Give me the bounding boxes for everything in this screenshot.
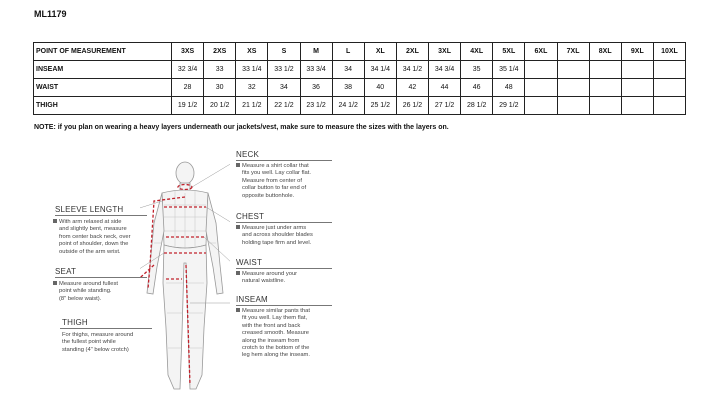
waist-heading: WAIST xyxy=(236,258,263,267)
table-cell: 24 1/2 xyxy=(332,97,364,115)
table-cell: 21 1/2 xyxy=(236,97,268,115)
table-cell: 38 xyxy=(332,79,364,97)
table-cell xyxy=(621,61,653,79)
size-header: 6XL xyxy=(525,43,557,61)
table-cell xyxy=(621,79,653,97)
instruction-line: For thighs, measure around xyxy=(62,332,134,338)
table-cell: 26 1/2 xyxy=(396,97,428,115)
table-cell: 44 xyxy=(429,79,461,97)
size-header: L xyxy=(332,43,364,61)
instruction-line: leg hem along the inseam. xyxy=(242,352,310,359)
instruction-line: crotch to the bottom of the xyxy=(242,345,310,352)
table-cell xyxy=(557,97,589,115)
size-header-row xyxy=(34,43,686,61)
table-cell: 34 1/4 xyxy=(364,61,396,79)
thigh-instructions xyxy=(62,332,133,354)
table-cell: 22 1/2 xyxy=(268,97,300,115)
size-header: 5XL xyxy=(493,43,525,61)
instruction-line: natural waistline. xyxy=(242,278,286,285)
table-cell: 33 1/2 xyxy=(268,61,300,79)
instruction-line: Measure from center of xyxy=(242,177,302,184)
sleeve-instructions xyxy=(53,219,131,256)
table-cell xyxy=(621,97,653,115)
bullet-icon xyxy=(236,163,240,167)
bullet-icon xyxy=(236,225,240,229)
table-cell xyxy=(525,61,557,79)
table-cell: 33 3/4 xyxy=(300,61,332,79)
table-cell: 32 3/4 xyxy=(172,61,204,79)
table-cell xyxy=(525,79,557,97)
table-cell xyxy=(557,79,589,97)
waist-underline xyxy=(236,268,332,269)
table-cell: 36 xyxy=(300,79,332,97)
table-cell: 27 1/2 xyxy=(429,97,461,115)
chest-underline xyxy=(236,222,332,223)
row-label: INSEAM xyxy=(34,61,172,79)
bullet-icon xyxy=(236,308,240,312)
instruction-line: point while standing. xyxy=(59,288,112,295)
table-row-inseam xyxy=(34,61,686,79)
inseam-underline xyxy=(236,305,332,306)
instruction-line: fit you well. Lay them flat, xyxy=(242,315,308,322)
waist-instructions xyxy=(236,271,297,286)
size-header: XS xyxy=(236,43,268,61)
table-cell: 48 xyxy=(493,79,525,97)
instruction-line: Measure similar pants that xyxy=(242,308,310,314)
size-header: 7XL xyxy=(557,43,589,61)
instruction-line: along the inseam from xyxy=(242,337,300,344)
table-cell: 23 1/2 xyxy=(300,97,332,115)
bullet-icon xyxy=(53,281,57,285)
header-label: POINT OF MEASUREMENT xyxy=(34,43,172,61)
size-header: XL xyxy=(364,43,396,61)
size-header: 9XL xyxy=(621,43,653,61)
instruction-line: Measure just under arms xyxy=(242,225,307,231)
body-figure-illustration xyxy=(140,153,230,403)
row-label: THIGH xyxy=(34,97,172,115)
size-header: M xyxy=(300,43,332,61)
size-header: 10XL xyxy=(653,43,685,61)
table-cell: 28 xyxy=(172,79,204,97)
seat-underline xyxy=(55,277,147,278)
table-cell: 46 xyxy=(461,79,493,97)
table-cell: 28 1/2 xyxy=(461,97,493,115)
size-header: S xyxy=(268,43,300,61)
table-cell: 34 3/4 xyxy=(429,61,461,79)
table-cell xyxy=(525,97,557,115)
table-cell xyxy=(653,79,685,97)
instruction-line: With arm relaxed at side xyxy=(59,219,122,225)
table-cell: 20 1/2 xyxy=(204,97,236,115)
bullet-icon xyxy=(53,219,57,223)
table-cell: 19 1/2 xyxy=(172,97,204,115)
table-cell: 30 xyxy=(204,79,236,97)
table-cell: 34 xyxy=(268,79,300,97)
instruction-line: Measure around your xyxy=(242,271,298,277)
chest-heading: CHEST xyxy=(236,212,265,221)
table-cell: 34 xyxy=(332,61,364,79)
instruction-line: opposite buttonhole. xyxy=(242,192,295,199)
table-cell: 29 1/2 xyxy=(493,97,525,115)
table-row-thigh xyxy=(34,97,686,115)
instruction-line: the fullest point while xyxy=(62,339,116,346)
table-cell: 42 xyxy=(396,79,428,97)
table-cell xyxy=(589,61,621,79)
thigh-heading: THIGH xyxy=(62,318,88,327)
instruction-line: fits you well. Lay collar flat. xyxy=(242,170,311,177)
sleeve-length-heading: SLEEVE LENGTH xyxy=(55,205,124,214)
table-cell: 33 xyxy=(204,61,236,79)
table-row-waist xyxy=(34,79,686,97)
instruction-line: point of shoulder, down the xyxy=(59,241,129,248)
instruction-line: from center back neck, over xyxy=(59,233,131,240)
instruction-line: (8" below waist). xyxy=(59,295,102,302)
table-cell: 34 1/2 xyxy=(396,61,428,79)
seat-instructions xyxy=(53,281,118,303)
style-code: ML1179 xyxy=(34,9,67,19)
table-cell: 40 xyxy=(364,79,396,97)
size-chart-table xyxy=(33,42,686,115)
neck-heading: NECK xyxy=(236,150,260,159)
inseam-heading: INSEAM xyxy=(236,295,268,304)
size-header: 4XL xyxy=(461,43,493,61)
instruction-line: creased smooth. Measure xyxy=(242,330,310,337)
chest-instructions xyxy=(236,225,313,247)
table-cell: 33 1/4 xyxy=(236,61,268,79)
sleeve-underline xyxy=(55,215,147,216)
layering-note: NOTE: if you plan on wearing a heavy layers underneath our jackets/vest, make sure to measure the sizes with the layers on. xyxy=(34,124,449,131)
instruction-line: and slightly bent, measure xyxy=(59,226,127,233)
instruction-line: holding tape firm and level. xyxy=(242,239,312,246)
instruction-line: and across shoulder blades xyxy=(242,232,313,239)
table-cell xyxy=(589,97,621,115)
bullet-icon xyxy=(236,271,240,275)
table-cell: 35 xyxy=(461,61,493,79)
table-cell xyxy=(589,79,621,97)
table-cell: 32 xyxy=(236,79,268,97)
table-cell: 35 1/4 xyxy=(493,61,525,79)
size-header: 3XS xyxy=(172,43,204,61)
neck-underline xyxy=(236,160,332,161)
thigh-underline xyxy=(60,328,152,329)
table-cell xyxy=(557,61,589,79)
instruction-line: standing (4" below crotch) xyxy=(62,346,129,353)
instruction-line: collar button to far end of xyxy=(242,185,307,192)
neck-instructions xyxy=(236,163,311,200)
table-cell xyxy=(653,61,685,79)
seat-heading: SEAT xyxy=(55,267,77,276)
inseam-instructions xyxy=(236,308,310,360)
size-header: 2XL xyxy=(396,43,428,61)
size-header: 2XS xyxy=(204,43,236,61)
size-header: 3XL xyxy=(429,43,461,61)
instruction-line: Measure around fullest xyxy=(59,281,118,287)
instruction-line: Measure a shirt collar that xyxy=(242,163,309,169)
row-label: WAIST xyxy=(34,79,172,97)
instruction-line: outside of the arm wrist. xyxy=(59,248,121,255)
size-header: 8XL xyxy=(589,43,621,61)
table-cell xyxy=(653,97,685,115)
table-cell: 25 1/2 xyxy=(364,97,396,115)
instruction-line: with the front and back xyxy=(242,322,301,329)
